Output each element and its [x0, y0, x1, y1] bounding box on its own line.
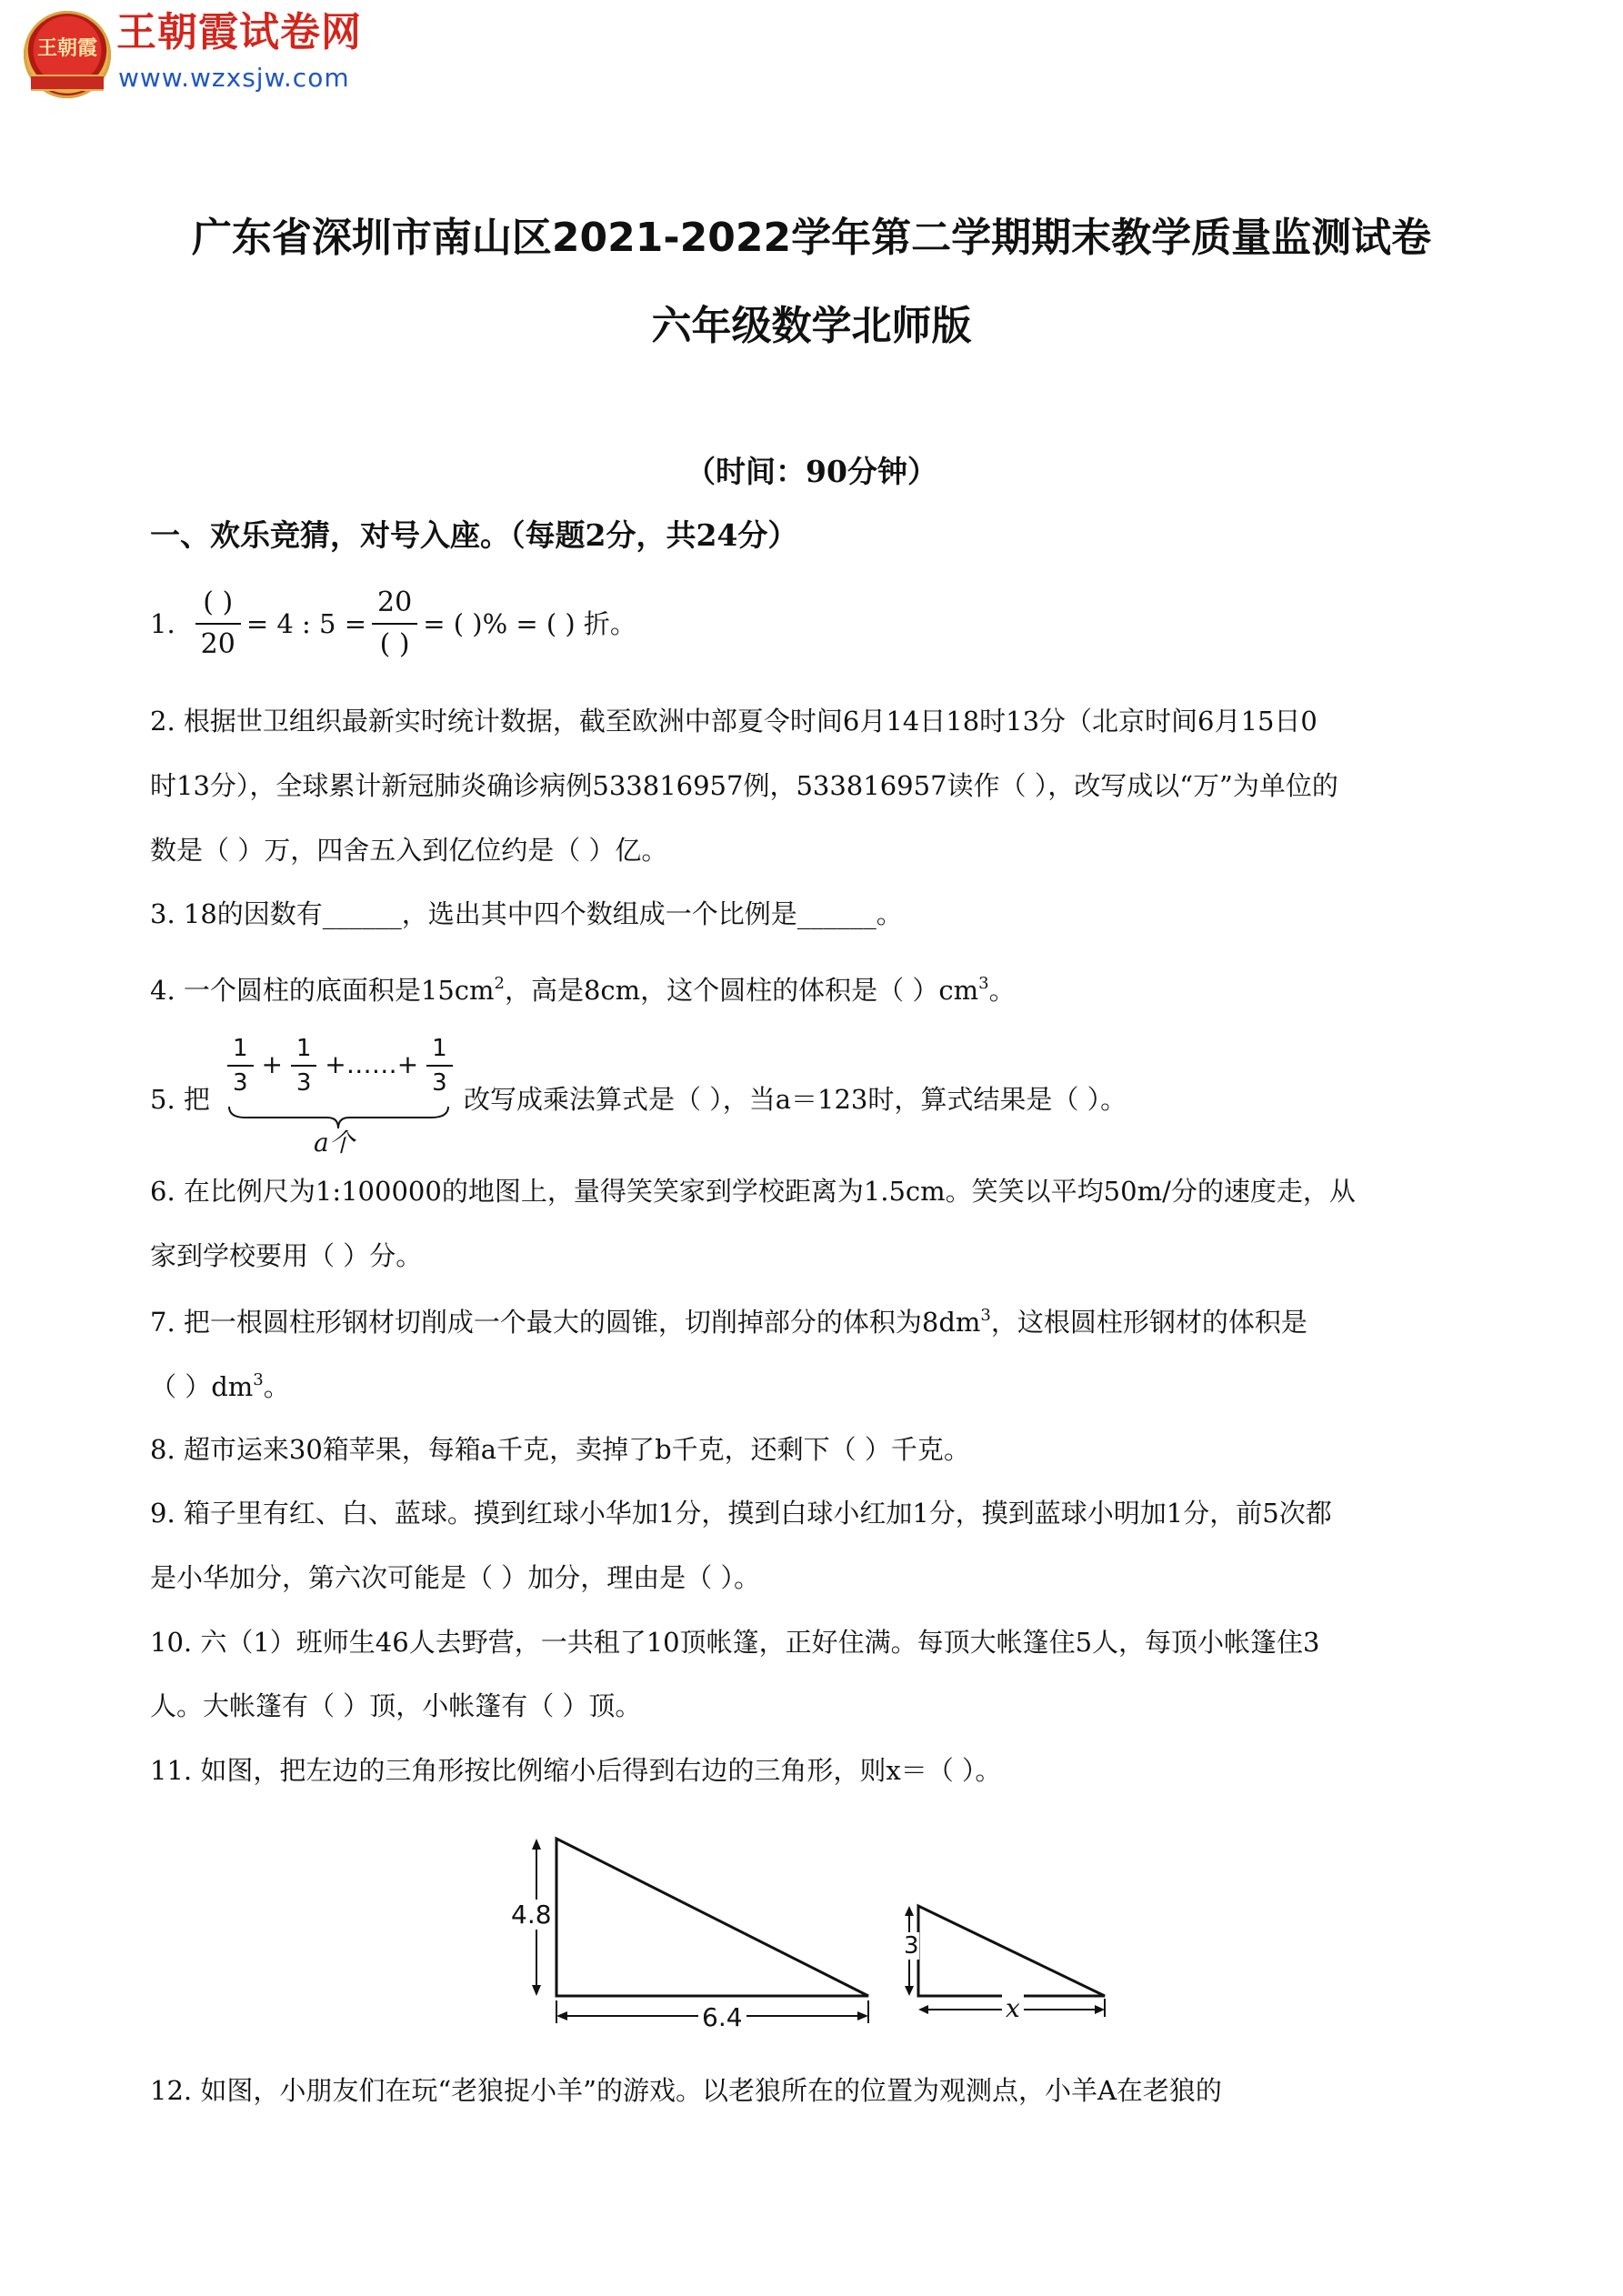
q5-post: 改写成乘法算式是（ ），当a＝123时，算式结果是（ ）。	[464, 1084, 1127, 1115]
question-8: 8. 超市运来30箱苹果，每箱a千克，卖掉了b千克，还剩下（ ）千克。	[150, 1434, 970, 1465]
question-2-line-1: 2. 根据世卫组织最新实时统计数据，截至欧洲中部夏令时间6月14日18时13分（北京时间6月15日0	[150, 706, 1317, 737]
question-2-line-2: 时13分），全球累计新冠肺炎确诊病例533816957例，533816957读作（ ），改写成以“万”为单位的	[150, 770, 1338, 801]
q5-plus: +	[261, 1049, 283, 1079]
q1-ratio: = 4 : 5 =	[245, 607, 367, 639]
question-7-line-2	[150, 1372, 290, 1400]
question-2-line-3: 数是（ ）万，四舍五入到亿位约是（ ）亿。	[150, 835, 668, 866]
section-heading: 一、欢乐竞猜，对号入座。（每题2分，共24分）	[150, 517, 798, 553]
q11-triangles-figure	[500, 1828, 1137, 2046]
q1-fraction-2	[372, 583, 417, 665]
question-4	[150, 976, 1016, 1004]
q11-left-height-label: 4.8	[511, 1900, 552, 1930]
page-title: 广东省深圳市南山区2021-2022学年第二学期期末教学质量监测试卷	[191, 215, 1432, 261]
question-6-line-1: 6. 在比例尺为1:100000的地图上，量得笑笑家到学校距离为1.5cm。笑笑以平均50m/分的速度走，从	[150, 1176, 1356, 1207]
q7-pre: 7. 把一根圆柱形钢材切削成一个最大的圆锥，切削掉部分的体积为8dm	[150, 1307, 981, 1338]
q5-sum-expression	[227, 1032, 453, 1099]
question-10-line-1: 10. 六（1）班师生46人去野营，一共租了10顶帐篷，正好住满。每顶大帐篷住5人，每顶小帐篷住3	[150, 1627, 1320, 1658]
q11-right-height-label: 3	[904, 1932, 919, 1960]
q7-line2-pre: （ ）dm	[150, 1371, 254, 1402]
q5-dots: +……+	[325, 1049, 419, 1079]
q5-pre: 5. 把	[150, 1084, 210, 1115]
question-1	[150, 578, 636, 669]
question-5	[150, 1032, 1514, 1158]
question-12: 12. 如图，小朋友们在玩“老狼捉小羊”的游戏。以老狼所在的位置为观测点，小羊A在老狼的	[150, 2075, 1222, 2106]
question-9-line-2: 是小华加分，第六次可能是（ ）加分，理由是（ ）。	[150, 1562, 760, 1593]
q5-fraction-2	[291, 1032, 317, 1099]
q11-right-base-label: x	[1002, 1993, 1024, 2023]
q1-frac1-numerator: ( )	[195, 583, 241, 625]
logo-ribbon	[31, 75, 104, 91]
brand-url[interactable]: www.wzxsjw.com	[118, 63, 350, 93]
question-3: 3. 18的因数有______，选出其中四个数组成一个比例是______。	[150, 898, 903, 929]
q5-f2-denominator: 3	[296, 1069, 312, 1097]
page-subtitle: 六年级数学北师版	[651, 303, 972, 349]
question-11: 11. 如图，把左边的三角形按比例缩小后得到右边的三角形，则x＝（ ）。	[150, 1755, 1002, 1786]
q11-left-base-label: 6.4	[698, 2002, 746, 2032]
q5-f1-numerator: 1	[227, 1032, 254, 1067]
q5-f2-numerator: 1	[291, 1032, 317, 1067]
q4-post: 。	[988, 975, 1016, 1006]
q5-brace-label: a个	[314, 1128, 355, 1158]
question-9-line-1: 9. 箱子里有红、白、蓝球。摸到红球小华加1分，摸到白球小红加1分，摸到蓝球小明加1分，前5次都	[150, 1498, 1332, 1529]
exam-time: （时间：90分钟）	[686, 454, 937, 489]
q7-post: ，这根圆柱形钢材的体积是	[990, 1307, 1307, 1338]
q1-fraction-1	[195, 583, 241, 665]
question-6-line-2: 家到学校要用（ ）分。	[150, 1240, 423, 1271]
q1-frac2-denominator: ( )	[379, 628, 410, 660]
q7-line2-superscript: 3	[253, 1370, 264, 1389]
left-triangle	[532, 1839, 868, 2023]
logo-seal-icon	[24, 11, 111, 98]
q5-f1-denominator: 3	[233, 1069, 248, 1097]
q1-frac1-denominator: 20	[200, 628, 235, 660]
q7-line2-post: 。	[263, 1371, 290, 1402]
q4-superscript-3: 3	[978, 974, 989, 993]
q1-number: 1.	[150, 607, 175, 639]
q4-mid: ，高是8cm，这个圆柱的体积是（ ）cm	[504, 975, 979, 1006]
question-10-line-2: 人。大帐篷有（ ）顶，小帐篷有（ ）顶。	[150, 1690, 642, 1721]
q7-superscript: 3	[980, 1306, 991, 1325]
q1-tail: = ( )% = ( ) 折。	[423, 607, 636, 639]
q5-fraction-3	[426, 1032, 453, 1099]
q1-frac2-numerator: 20	[372, 583, 417, 625]
q4-superscript-2: 2	[494, 974, 505, 993]
q4-pre: 4. 一个圆柱的底面积是15cm	[150, 975, 495, 1006]
logo-seal-text: 王朝霞	[36, 36, 97, 60]
question-7-line-1	[150, 1308, 1307, 1336]
q5-f3-numerator: 1	[426, 1032, 453, 1067]
q5-f3-denominator: 3	[432, 1069, 447, 1097]
brand-name: 王朝霞试卷网	[116, 9, 362, 55]
q5-fraction-1	[227, 1032, 254, 1099]
